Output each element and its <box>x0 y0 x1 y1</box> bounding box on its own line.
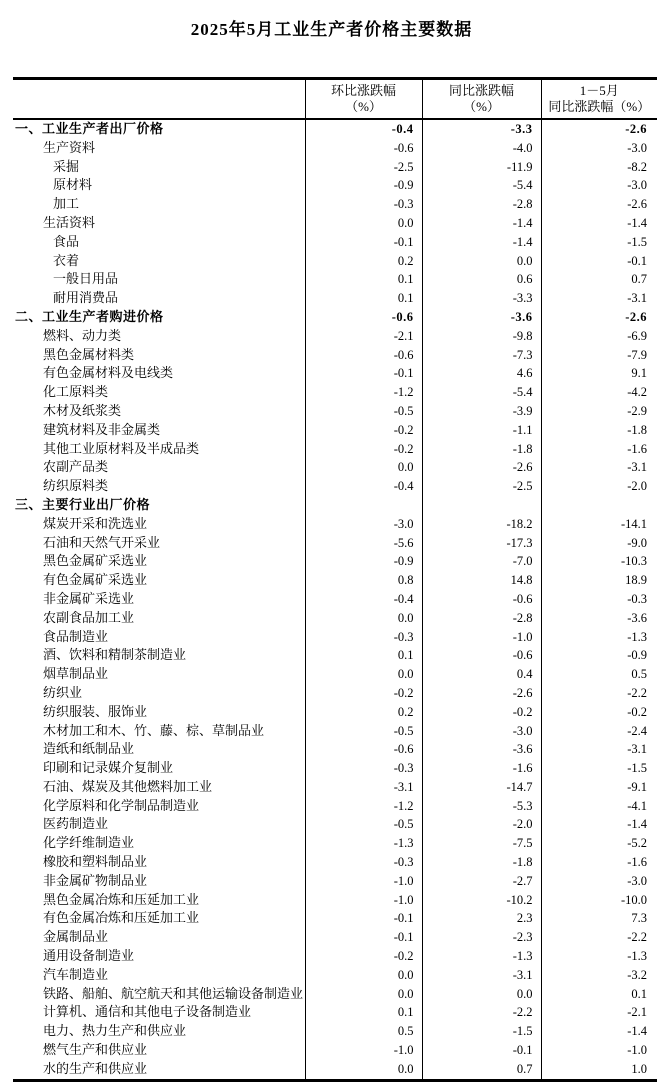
row-value-ytd-yoy: -2.2 <box>541 928 657 947</box>
table-row <box>13 834 657 853</box>
row-value-yoy: -1.5 <box>422 1022 541 1041</box>
row-value-ytd-yoy: -2.6 <box>541 308 657 327</box>
row-value-yoy: -2.7 <box>422 872 541 891</box>
row-label: 其他工业原材料及半成品类 <box>43 440 200 456</box>
row-value-yoy: -14.7 <box>422 778 541 797</box>
row-label: 电力、热力生产和供应业 <box>43 1023 187 1039</box>
row-value-yoy: -1.4 <box>422 233 541 252</box>
row-value-ytd-yoy: 0.5 <box>541 665 657 684</box>
row-value-mom: -1.0 <box>305 891 422 910</box>
row-value-yoy: 0.7 <box>422 1060 541 1080</box>
row-label: 原材料 <box>53 177 93 193</box>
row-value-ytd-yoy: -1.4 <box>541 815 657 834</box>
row-value-mom: -3.0 <box>305 515 422 534</box>
row-value-yoy: 2.3 <box>422 909 541 928</box>
header-ytd-yoy-change <box>541 79 657 120</box>
row-label: 化学纤维制造业 <box>43 835 135 851</box>
row-label: 纺织业 <box>43 684 83 700</box>
table-row <box>13 214 657 233</box>
table-row <box>13 947 657 966</box>
table-row <box>13 176 657 195</box>
row-label: 非金属矿物制品业 <box>43 872 148 888</box>
table-row <box>13 327 657 346</box>
row-value-yoy: -2.5 <box>422 477 541 496</box>
table-row <box>13 684 657 703</box>
row-value-yoy: -0.6 <box>422 590 541 609</box>
row-label: 有色金属冶炼和压延加工业 <box>43 910 200 926</box>
row-value-ytd-yoy: -3.0 <box>541 176 657 195</box>
row-value-mom: -1.0 <box>305 872 422 891</box>
row-label: 铁路、船舶、航空航天和其他运输设备制造业 <box>43 985 304 1001</box>
row-value-yoy: -2.6 <box>422 684 541 703</box>
table-header <box>13 79 657 120</box>
table-row <box>13 891 657 910</box>
row-value-ytd-yoy: -1.4 <box>541 214 657 233</box>
row-value-yoy: -2.3 <box>422 928 541 947</box>
table-row <box>13 515 657 534</box>
row-value-yoy: 0.6 <box>422 270 541 289</box>
row-value-ytd-yoy: -3.1 <box>541 458 657 477</box>
header-yoy-change <box>422 79 541 120</box>
row-value-yoy: -5.3 <box>422 797 541 816</box>
table-row <box>13 740 657 759</box>
table-row <box>13 534 657 553</box>
header-row <box>13 79 657 120</box>
row-value-ytd-yoy: 0.1 <box>541 985 657 1004</box>
row-value-yoy: -2.6 <box>422 458 541 477</box>
row-label: 食品制造业 <box>43 628 109 644</box>
row-label: 水的生产和供应业 <box>43 1060 148 1076</box>
row-value-ytd-yoy: -10.3 <box>541 552 657 571</box>
table-row <box>13 158 657 177</box>
row-label: 一般日用品 <box>53 271 119 287</box>
row-value-yoy: -0.1 <box>422 1041 541 1060</box>
row-label: 纺织服装、服饰业 <box>43 703 148 719</box>
row-value-yoy: 14.8 <box>422 571 541 590</box>
table-row <box>13 853 657 872</box>
row-label: 衣着 <box>53 252 80 268</box>
table-row <box>13 233 657 252</box>
row-value-ytd-yoy: 0.7 <box>541 270 657 289</box>
header-ytd-line2: 同比涨跌幅（%） <box>548 99 651 114</box>
ppi-table <box>13 77 657 1082</box>
row-value-yoy: 0.0 <box>422 985 541 1004</box>
row-value-mom: 0.5 <box>305 1022 422 1041</box>
row-value-mom: -0.2 <box>305 440 422 459</box>
row-value-mom: 0.0 <box>305 609 422 628</box>
table-row <box>13 1022 657 1041</box>
table-row <box>13 815 657 834</box>
row-value-mom: -1.2 <box>305 383 422 402</box>
row-value-mom: -2.5 <box>305 158 422 177</box>
header-indicator <box>13 79 305 120</box>
row-label: 纺织原料类 <box>43 478 109 494</box>
row-value-ytd-yoy: 1.0 <box>541 1060 657 1080</box>
row-label: 金属制品业 <box>43 929 109 945</box>
row-value-mom: 0.1 <box>305 646 422 665</box>
row-value-ytd-yoy: -5.2 <box>541 834 657 853</box>
table-row <box>13 1003 657 1022</box>
row-value-ytd-yoy: -2.4 <box>541 722 657 741</box>
row-label: 石油和天然气开采业 <box>43 534 161 550</box>
row-value-mom: -0.5 <box>305 815 422 834</box>
table-row <box>13 665 657 684</box>
row-value-yoy: -17.3 <box>422 534 541 553</box>
row-value-yoy: -1.3 <box>422 947 541 966</box>
row-value-mom <box>305 496 422 515</box>
table-row <box>13 872 657 891</box>
page-title: 2025年5月工业生产者价格主要数据 <box>190 20 473 39</box>
row-value-ytd-yoy: -3.0 <box>541 872 657 891</box>
header-yoy-line2: （%） <box>463 99 500 114</box>
row-value-ytd-yoy: -3.6 <box>541 609 657 628</box>
row-value-ytd-yoy: -2.1 <box>541 1003 657 1022</box>
row-value-ytd-yoy: -0.3 <box>541 590 657 609</box>
row-value-yoy: -0.2 <box>422 703 541 722</box>
row-value-yoy: -18.2 <box>422 515 541 534</box>
row-value-ytd-yoy: -1.3 <box>541 947 657 966</box>
table-row <box>13 119 657 139</box>
row-value-ytd-yoy: -3.0 <box>541 139 657 158</box>
row-value-yoy: 4.6 <box>422 364 541 383</box>
row-label: 有色金属材料及电线类 <box>43 365 174 381</box>
table-row <box>13 308 657 327</box>
row-value-ytd-yoy: -7.9 <box>541 346 657 365</box>
table-row <box>13 496 657 515</box>
row-label: 印刷和记录媒介复制业 <box>43 760 174 776</box>
row-value-mom: -0.2 <box>305 947 422 966</box>
row-value-yoy: -3.3 <box>422 289 541 308</box>
row-value-mom: -1.0 <box>305 1041 422 1060</box>
row-value-yoy: -2.2 <box>422 1003 541 1022</box>
row-value-mom: -5.6 <box>305 534 422 553</box>
table-row <box>13 195 657 214</box>
row-label: 化工原料类 <box>43 384 109 400</box>
table-row <box>13 252 657 271</box>
row-value-mom: 0.1 <box>305 270 422 289</box>
row-value-mom: -0.1 <box>305 928 422 947</box>
row-value-yoy: -7.3 <box>422 346 541 365</box>
row-label: 黑色金属冶炼和压延加工业 <box>43 891 200 907</box>
row-value-yoy: -11.9 <box>422 158 541 177</box>
row-label: 非金属矿采选业 <box>43 590 135 606</box>
row-value-mom: 0.1 <box>305 1003 422 1022</box>
table-row <box>13 289 657 308</box>
row-label: 酒、饮料和精制茶制造业 <box>43 647 187 663</box>
row-label: 化学原料和化学制品制造业 <box>43 797 200 813</box>
row-label: 黑色金属材料类 <box>43 346 135 362</box>
row-label: 加工 <box>53 196 80 212</box>
table-row <box>13 383 657 402</box>
row-value-yoy: -5.4 <box>422 383 541 402</box>
header-ytd-line1: 1－5月 <box>579 83 619 98</box>
row-value-mom: -0.1 <box>305 909 422 928</box>
row-value-mom: -0.3 <box>305 853 422 872</box>
table-row <box>13 364 657 383</box>
row-value-mom: -0.3 <box>305 628 422 647</box>
row-value-yoy: -3.0 <box>422 722 541 741</box>
row-label: 计算机、通信和其他电子设备制造业 <box>43 1004 252 1020</box>
table-row <box>13 722 657 741</box>
row-value-yoy: -1.1 <box>422 421 541 440</box>
row-value-mom: 0.0 <box>305 1060 422 1080</box>
row-value-mom: -0.9 <box>305 552 422 571</box>
row-label: 煤炭开采和洗选业 <box>43 515 148 531</box>
row-value-yoy: -3.9 <box>422 402 541 421</box>
row-label: 农副食品加工业 <box>43 609 135 625</box>
row-label: 医药制造业 <box>43 816 109 832</box>
row-value-mom: -1.2 <box>305 797 422 816</box>
table-row <box>13 477 657 496</box>
row-label: 造纸和纸制品业 <box>43 741 135 757</box>
header-yoy-line1: 同比涨跌幅 <box>448 83 514 98</box>
row-value-yoy: -2.8 <box>422 195 541 214</box>
row-value-yoy: -2.0 <box>422 815 541 834</box>
table-row <box>13 703 657 722</box>
row-value-yoy: -3.1 <box>422 966 541 985</box>
header-mom-change <box>305 79 422 120</box>
row-value-yoy: -1.4 <box>422 214 541 233</box>
row-label: 农副产品类 <box>43 459 109 475</box>
row-value-mom: -0.6 <box>305 346 422 365</box>
row-value-ytd-yoy: -2.9 <box>541 402 657 421</box>
row-value-ytd-yoy: -3.1 <box>541 740 657 759</box>
table-row <box>13 139 657 158</box>
table-row <box>13 759 657 778</box>
row-value-ytd-yoy: -1.4 <box>541 1022 657 1041</box>
table-row <box>13 909 657 928</box>
row-value-mom: 0.2 <box>305 252 422 271</box>
row-label: 木材及纸浆类 <box>43 402 122 418</box>
row-value-mom: -1.3 <box>305 834 422 853</box>
row-value-ytd-yoy: -0.1 <box>541 252 657 271</box>
row-value-mom: -0.4 <box>305 590 422 609</box>
row-value-ytd-yoy: -1.6 <box>541 853 657 872</box>
table-row <box>13 1041 657 1060</box>
row-value-mom: -0.3 <box>305 759 422 778</box>
row-label: 燃料、动力类 <box>43 327 122 343</box>
row-value-mom: -0.6 <box>305 740 422 759</box>
row-value-yoy: -1.6 <box>422 759 541 778</box>
table-row <box>13 985 657 1004</box>
row-value-yoy: -1.0 <box>422 628 541 647</box>
table-row <box>13 797 657 816</box>
table-row <box>13 346 657 365</box>
row-value-yoy: -4.0 <box>422 139 541 158</box>
row-value-yoy: -7.5 <box>422 834 541 853</box>
row-value-mom: -0.3 <box>305 195 422 214</box>
row-value-mom: 0.8 <box>305 571 422 590</box>
row-value-mom: -0.2 <box>305 684 422 703</box>
row-value-ytd-yoy: -4.2 <box>541 383 657 402</box>
row-value-mom: -0.5 <box>305 722 422 741</box>
row-value-yoy: -0.6 <box>422 646 541 665</box>
row-value-yoy: -3.6 <box>422 308 541 327</box>
row-value-ytd-yoy: -4.1 <box>541 797 657 816</box>
row-label: 橡胶和塑料制品业 <box>43 854 148 870</box>
row-value-ytd-yoy: -3.1 <box>541 289 657 308</box>
header-mom-line1: 环比涨跌幅 <box>330 83 396 98</box>
row-label: 一、工业生产者出厂价格 <box>15 121 164 136</box>
row-value-mom: 0.1 <box>305 289 422 308</box>
row-value-ytd-yoy <box>541 496 657 515</box>
row-value-yoy: -2.8 <box>422 609 541 628</box>
row-value-mom: -2.1 <box>305 327 422 346</box>
row-value-yoy: -3.3 <box>422 119 541 139</box>
row-value-yoy: 0.0 <box>422 252 541 271</box>
row-value-ytd-yoy: -2.0 <box>541 477 657 496</box>
table-body <box>13 119 657 1080</box>
row-value-mom: 0.0 <box>305 214 422 233</box>
row-value-ytd-yoy: -2.6 <box>541 195 657 214</box>
row-label: 汽车制造业 <box>43 966 109 982</box>
row-label: 耐用消费品 <box>53 290 119 306</box>
row-value-ytd-yoy: -3.2 <box>541 966 657 985</box>
row-value-ytd-yoy: 7.3 <box>541 909 657 928</box>
table-row <box>13 440 657 459</box>
row-value-ytd-yoy: -8.2 <box>541 158 657 177</box>
row-label: 生产资料 <box>43 139 96 155</box>
row-value-mom: -0.6 <box>305 139 422 158</box>
row-label: 采掘 <box>53 158 80 174</box>
row-value-mom: 0.2 <box>305 703 422 722</box>
table-row <box>13 402 657 421</box>
header-mom-line2: （%） <box>345 99 382 114</box>
row-value-ytd-yoy: 18.9 <box>541 571 657 590</box>
row-value-mom: -0.9 <box>305 176 422 195</box>
row-value-ytd-yoy: -1.8 <box>541 421 657 440</box>
row-value-yoy: -1.8 <box>422 440 541 459</box>
row-value-yoy: -9.8 <box>422 327 541 346</box>
row-value-yoy: -10.2 <box>422 891 541 910</box>
table-row <box>13 966 657 985</box>
row-value-mom: 0.0 <box>305 985 422 1004</box>
row-value-mom: -0.5 <box>305 402 422 421</box>
row-value-ytd-yoy: -1.5 <box>541 759 657 778</box>
row-value-ytd-yoy: -0.2 <box>541 703 657 722</box>
table-row <box>13 628 657 647</box>
row-value-yoy: -7.0 <box>422 552 541 571</box>
row-value-yoy: -3.6 <box>422 740 541 759</box>
row-value-mom: 0.0 <box>305 966 422 985</box>
row-value-ytd-yoy: -9.1 <box>541 778 657 797</box>
row-label: 食品 <box>53 233 80 249</box>
table-row <box>13 270 657 289</box>
row-label: 黑色金属矿采选业 <box>43 553 148 569</box>
table-row <box>13 1060 657 1080</box>
row-value-ytd-yoy: -2.6 <box>541 119 657 139</box>
row-value-ytd-yoy: -2.2 <box>541 684 657 703</box>
row-value-mom: -0.1 <box>305 364 422 383</box>
row-value-mom: -0.1 <box>305 233 422 252</box>
table-row <box>13 458 657 477</box>
row-value-mom: 0.0 <box>305 458 422 477</box>
row-value-mom: -0.2 <box>305 421 422 440</box>
row-value-ytd-yoy: -6.9 <box>541 327 657 346</box>
table-row <box>13 421 657 440</box>
row-value-mom: -0.4 <box>305 119 422 139</box>
table-row <box>13 928 657 947</box>
table-row <box>13 778 657 797</box>
row-label: 三、主要行业出厂价格 <box>15 496 151 512</box>
row-value-ytd-yoy: -0.9 <box>541 646 657 665</box>
row-value-ytd-yoy: -14.1 <box>541 515 657 534</box>
row-value-ytd-yoy: -1.6 <box>541 440 657 459</box>
row-label: 二、工业生产者购进价格 <box>15 308 164 324</box>
row-value-mom: 0.0 <box>305 665 422 684</box>
row-label: 有色金属矿采选业 <box>43 572 148 588</box>
row-label: 木材加工和木、竹、藤、棕、草制品业 <box>43 722 265 738</box>
row-value-ytd-yoy: 9.1 <box>541 364 657 383</box>
row-value-ytd-yoy: -10.0 <box>541 891 657 910</box>
row-value-mom: -3.1 <box>305 778 422 797</box>
row-value-ytd-yoy: -1.5 <box>541 233 657 252</box>
row-label: 石油、煤炭及其他燃料加工业 <box>43 778 213 794</box>
row-value-mom: -0.4 <box>305 477 422 496</box>
row-value-yoy: -1.8 <box>422 853 541 872</box>
row-value-mom: -0.6 <box>305 308 422 327</box>
row-value-yoy: -5.4 <box>422 176 541 195</box>
table-row <box>13 552 657 571</box>
table-row <box>13 571 657 590</box>
table-row <box>13 646 657 665</box>
table-row <box>13 590 657 609</box>
row-value-yoy <box>422 496 541 515</box>
row-label: 燃气生产和供应业 <box>43 1042 148 1058</box>
row-value-ytd-yoy: -1.0 <box>541 1041 657 1060</box>
row-label: 烟草制品业 <box>43 666 109 682</box>
row-value-yoy: 0.4 <box>422 665 541 684</box>
table-row <box>13 609 657 628</box>
row-label: 生活资料 <box>43 214 96 230</box>
row-label: 建筑材料及非金属类 <box>43 421 161 437</box>
row-value-ytd-yoy: -9.0 <box>541 534 657 553</box>
row-value-ytd-yoy: -1.3 <box>541 628 657 647</box>
row-label: 通用设备制造业 <box>43 948 135 964</box>
